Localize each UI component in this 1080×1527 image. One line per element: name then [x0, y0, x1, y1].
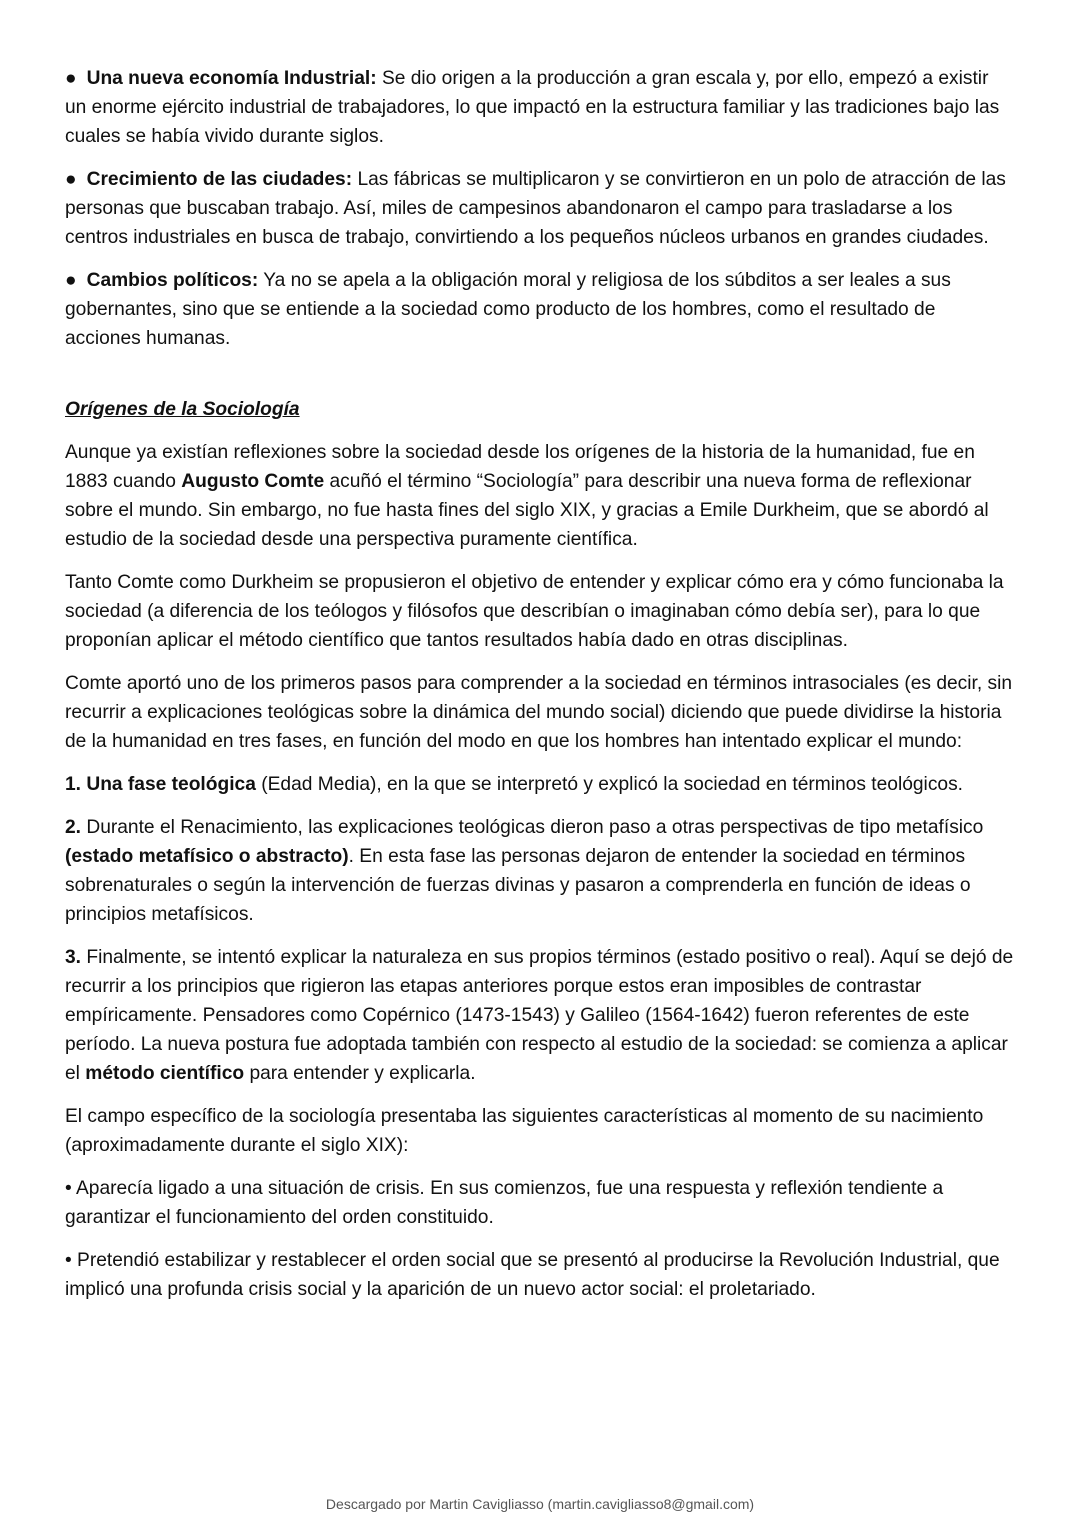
phase-text: Durante el Renacimiento, las explicaciones teológicas dieron paso a otras perspectivas de tipo metafísico	[81, 817, 984, 838]
bullet-crecimiento-ciudades	[65, 165, 1015, 252]
paragraph-origins	[65, 438, 1015, 554]
bold-term: método científico	[85, 1063, 245, 1084]
spacer	[65, 367, 1015, 395]
paragraph-characteristics: El campo específico de la sociología presentaba las siguientes características al momento de su nacimiento (aproximadamente durante el siglo XIX):	[65, 1106, 984, 1156]
bullet-icon: •	[65, 1250, 72, 1271]
paragraph-objective: Tanto Comte como Durkheim se propusieron el objetivo de entender y explicar cómo era y cómo funcionaba la sociedad (a diferencia de los teólogos y filósofos que describían o imaginaban cómo debía ser), para lo que proponían aplicar el método científico que tantos resultados había dado en otras disciplinas.	[65, 572, 1004, 651]
list-item-text: Pretendió estabilizar y restablecer el orden social que se presentó al producirse la Revolución Industrial, que implicó una profunda crisis social y la aparición de un nuevo actor social: el proletariado.	[65, 1250, 1000, 1300]
bullet-title: Una nueva economía Industrial:	[86, 68, 377, 89]
download-footer: Descargado por Martin Cavigliasso (martin.cavigliasso8@gmail.com)	[325, 1496, 755, 1512]
phase-1	[65, 770, 1015, 799]
phase-number: 3.	[65, 947, 82, 968]
paragraph-text: acuñó el término “Sociología” para describir una nueva forma de reflexionar sobre el mundo. Sin embargo, no fue hasta fines del siglo XIX, y gracias a Emile Durkheim, que se abordó al estudio de la sociedad desde una perspectiva puramente científica.	[65, 471, 989, 550]
phase-text: . En esta fase las personas dejaron de entender la sociedad en términos sobrenaturales o según la intervención de fuerzas divinas y pasaron a comprenderla en función de ideas o principios metafísicos.	[65, 846, 971, 925]
bullet-text: Se dio origen a la producción a gran escala y, por ello, empezó a existir un enorme ejército industrial de trabajadores, lo que impactó en la estructura familiar y las tradiciones bajo las cuales se había vivido durante siglos.	[65, 68, 1000, 147]
list-item-text: Aparecía ligado a una situación de crisis. En sus comienzos, fue una respuesta y reflexión tendiente a garantizar el funcionamiento del orden constituido.	[65, 1178, 944, 1228]
bullet-icon: ●	[65, 169, 77, 190]
list-item-crisis	[65, 1174, 1015, 1232]
phase-title: (estado metafísico o abstracto)	[65, 846, 349, 867]
phase-text: para entender y explicarla.	[244, 1063, 476, 1084]
bullet-text: Ya no se apela a la obligación moral y religiosa de los súbditos a ser leales a sus gobernantes, sino que se entiende a la sociedad como producto de los hombres, como el resultado de acciones humanas.	[65, 270, 951, 349]
bold-name: Augusto Comte	[181, 471, 325, 492]
phase-number: 2.	[65, 817, 82, 838]
phase-text: (Edad Media), en la que se interpretó y explicó la sociedad en términos teológicos.	[255, 774, 964, 795]
bullet-icon: ●	[65, 68, 77, 89]
bullet-icon: •	[65, 1178, 72, 1199]
document-page	[65, 64, 1015, 1318]
bullet-title: Crecimiento de las ciudades:	[86, 169, 353, 190]
phase-3	[65, 943, 1015, 1088]
section-heading: Orígenes de la Sociología	[65, 399, 300, 420]
paragraph-text: Aunque ya existían reflexiones sobre la sociedad desde los orígenes de la historia de la humanidad, fue en 1883 cuando	[65, 442, 975, 492]
phase-2	[65, 813, 1015, 929]
bullet-economia-industrial	[65, 64, 1015, 151]
paragraph-three-phases: Comte aportó uno de los primeros pasos para comprender a la sociedad en términos intrasociales (es decir, sin recurrir a explicaciones teológicas sobre la dinámica del mundo social) diciendo que puede dividirse la historia de la humanidad en tres fases, en función del modo en que los hombres han intentado explicar el mundo:	[65, 673, 1013, 752]
bullet-icon: ●	[65, 270, 77, 291]
bullet-cambios-politicos	[65, 266, 1015, 353]
bullet-title: Cambios políticos:	[86, 270, 259, 291]
bullet-text: Las fábricas se multiplicaron y se convirtieron en un polo de atracción de las personas que buscaban trabajo. Así, miles de campesinos abandonaron el campo para trasladarse a los centros industriales en busca de trabajo, convirtiendo a los pequeños núcleos urbanos en grandes ciudades.	[65, 169, 1006, 248]
list-item-orden-social	[65, 1246, 1015, 1304]
phase-title: 1. Una fase teológica	[65, 774, 256, 795]
phase-text: Finalmente, se intentó explicar la naturaleza en sus propios términos (estado positivo o real). Aquí se dejó de recurrir a los principios que rigieron las etapas anteriores porque estos eran imposibles de contrastar empíricamente. Pensadores como Copérnico (1473-1543) y Galileo (1564-1642) fueron referentes de este período. La nueva postura fue adoptada también con respecto al estudio de la sociedad: se comienza a aplicar el	[65, 947, 1014, 1084]
